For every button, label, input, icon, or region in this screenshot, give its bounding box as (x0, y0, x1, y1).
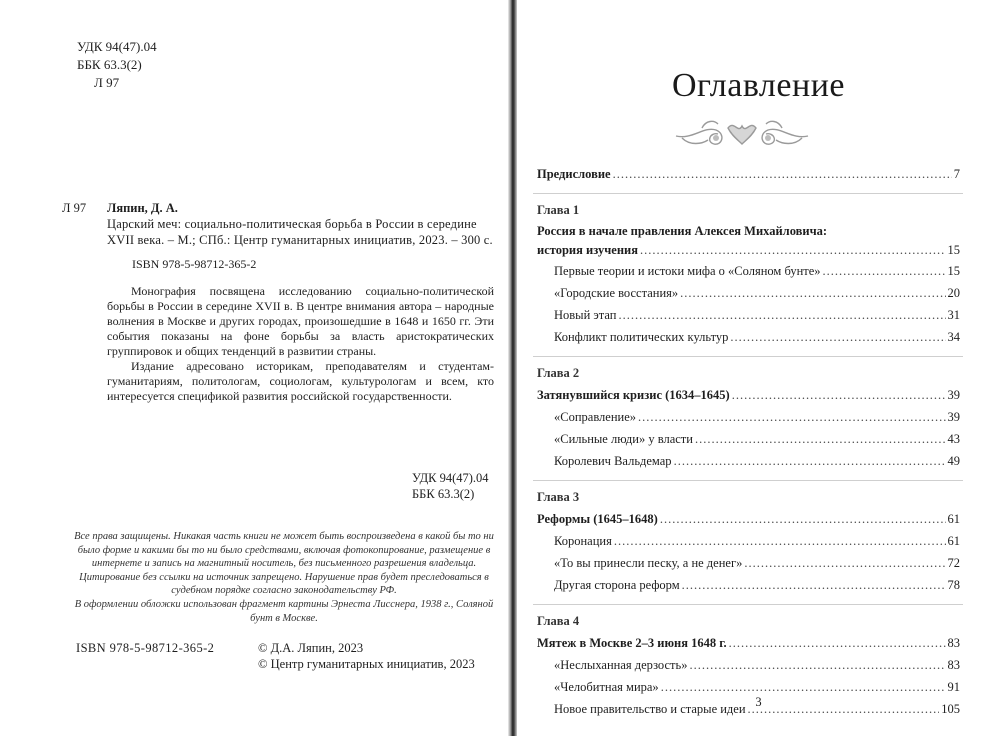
cover-note: В оформлении обложки использован фрагмент картины Эрнеста Лисснера, 1938 г., Соляной бунт в Москве. (74, 599, 494, 624)
toc-entry-page: 39 (947, 410, 960, 424)
leader-dots (613, 163, 952, 185)
toc-entry-section[interactable] (537, 304, 960, 326)
toc-entry-chapter-4[interactable] (537, 632, 960, 654)
table-of-contents (537, 163, 960, 720)
author-name: Ляпин, Д. А. (107, 201, 178, 215)
toc-entry-section[interactable] (537, 406, 960, 428)
toc-entry-section[interactable] (537, 450, 960, 472)
toc-entry-preface[interactable] (537, 163, 960, 185)
toc-entry-page: 78 (947, 578, 960, 592)
toc-entry-section[interactable] (537, 260, 960, 282)
bib-author-sign: Л 97 (62, 201, 87, 215)
leader-dots (823, 260, 946, 282)
toc-entry-page: 91 (947, 680, 960, 694)
toc-entry-title: Первые теории и истоки мифа о «Соляном бунте» (554, 264, 821, 278)
chapter-label: Глава 2 (537, 366, 580, 380)
toc-entry-page: 72 (947, 556, 960, 570)
copyright-block (258, 640, 475, 672)
toc-entry-page: 61 (947, 534, 960, 548)
toc-entry-section[interactable] (537, 428, 960, 450)
leader-dots (744, 552, 945, 574)
classification-codes (77, 38, 157, 92)
bibliographic-block (62, 200, 494, 404)
toc-entry-title: Другая сторона реформ (554, 578, 680, 592)
toc-entry-page: 61 (947, 512, 960, 526)
toc-entry-title: «Сильные люди» у власти (554, 432, 693, 446)
toc-entry-section[interactable] (537, 552, 960, 574)
toc-entry-title: «То вы принесли песку, а не денег» (554, 556, 743, 570)
abstract-paragraph-1: Монография посвящена исследованию социально-политической борьбы в России в середине XVII в. В центре внимания автора – народные волнения в Москве и других городах, произошедшие в 1648 и 1650 гг. Эти события показаны на фоне борьбы за власть аристократических группировок и общих тенденций в развитии страны. (107, 284, 494, 358)
toc-entry-page: 15 (947, 264, 960, 278)
rights-text-2: Цитирование без ссылки на источник запрещено. Нарушение прав будет преследоваться в судебном порядке согласно законодательству РФ. (79, 571, 489, 596)
ornament-icon (672, 114, 812, 154)
toc-entry-page: 7 (953, 167, 960, 181)
classification-codes-bottom (412, 470, 489, 502)
leader-dots (695, 428, 946, 450)
udk-code: УДК 94(47).04 (77, 39, 157, 54)
author-sign: Л 97 (94, 75, 120, 90)
contents-title: Оглавление (672, 67, 845, 104)
isbn-top: ISBN 978-5-98712-365-2 (132, 257, 257, 271)
leader-dots (729, 632, 946, 654)
toc-entry-page: 34 (947, 330, 960, 344)
toc-entry-section[interactable] (537, 654, 960, 676)
toc-entry-title: «Челобитная мира» (554, 680, 659, 694)
chapter-divider (533, 356, 963, 357)
copyright-publisher: © Центр гуманитарных инициатив, 2023 (258, 657, 475, 671)
chapter-label: Глава 3 (537, 490, 580, 504)
chapter-divider (533, 604, 963, 605)
toc-entry-page: 43 (947, 432, 960, 446)
leader-dots (730, 326, 945, 348)
leader-dots (674, 450, 946, 472)
toc-entry-page: 83 (947, 658, 960, 672)
toc-entry-title: Мятеж в Москве 2–3 июня 1648 г. (537, 636, 727, 650)
leader-dots (680, 282, 945, 304)
toc-entry-title: Реформы (1645–1648) (537, 512, 658, 526)
toc-entry-section[interactable] (537, 282, 960, 304)
toc-entry-section[interactable] (537, 574, 960, 596)
bibliographic-record (107, 200, 494, 248)
toc-entry-title: Предисловие (537, 167, 611, 181)
bbk-code: ББК 63.3(2) (77, 57, 142, 72)
leader-dots (614, 530, 946, 552)
toc-entry-title: Новое правительство и старые идеи (554, 702, 746, 716)
udk-code-bottom: УДК 94(47).04 (412, 471, 489, 485)
chapter-label: Глава 1 (537, 203, 580, 217)
toc-entry-section[interactable] (537, 326, 960, 348)
chapter-label: Глава 4 (537, 614, 580, 628)
rights-notice (68, 530, 500, 598)
toc-entry-page: 49 (947, 454, 960, 468)
toc-entry-chapter-1[interactable] (537, 241, 960, 260)
toc-entry-title: «Неслыханная дерзость» (554, 658, 688, 672)
bbk-code-bottom: ББК 63.3(2) (412, 487, 475, 501)
toc-entry-title: Затянувшийся кризис (1634–1645) (537, 388, 730, 402)
chapter-divider (533, 193, 963, 194)
chapter-divider (533, 480, 963, 481)
toc-entry-title: Новый этап (554, 308, 617, 322)
toc-entry-page: 20 (947, 286, 960, 300)
toc-entry-chapter-3[interactable] (537, 508, 960, 530)
toc-entry-title: «Городские восстания» (554, 286, 679, 300)
toc-entry-title: история изучения (537, 243, 638, 257)
toc-entry-page: 31 (947, 308, 960, 322)
toc-entry-section[interactable] (537, 530, 960, 552)
leader-dots (689, 654, 945, 676)
chapter-title-line[interactable]: Россия в начале правления Алексея Михайловича: (537, 224, 828, 238)
leader-dots (618, 304, 945, 326)
leader-dots (682, 574, 946, 596)
toc-entry-page: 105 (941, 702, 960, 716)
leader-dots (732, 384, 946, 406)
rights-text-1: Все права защищены. Никакая часть книги не может быть воспроизведена в какой бы то ни было форме и какими бы то ни было средствами, включая фотокопирование, размещение в интернете и запись на магнитный носитель, без письменного разрешения владельца. (74, 531, 494, 569)
abstract-paragraph-2: Издание адресовано историкам, преподавателям и студентам-гуманитариям, политологам, социологам, культурологам и всем, кто интересуется спецификой развития российской государственности. (107, 359, 494, 403)
toc-entry-chapter-2[interactable] (537, 384, 960, 406)
leader-dots (660, 508, 946, 530)
toc-entry-page: 39 (947, 388, 960, 402)
isbn-bottom: ISBN 978-5-98712-365-2 (76, 641, 215, 655)
leader-dots (638, 406, 945, 428)
copyright-author: © Д.А. Ляпин, 2023 (258, 641, 364, 655)
toc-entry-title: Коронация (554, 534, 612, 548)
toc-entry-title: Королевич Вальдемар (554, 454, 672, 468)
book-description: Царский меч: социально-политическая борьба в России в середине XVII века. – М.; СПб.: Центр гуманитарных инициатив, 2023. – 300 с. (107, 217, 493, 247)
abstract (107, 284, 494, 404)
bibliographic-row (62, 200, 494, 248)
toc-entry-page: 15 (947, 243, 960, 257)
toc-entry-page: 83 (947, 636, 960, 650)
page-number: 3 (755, 695, 762, 709)
toc-entry-title: Конфликт политических культур (554, 330, 729, 344)
leader-dots (640, 241, 946, 260)
toc-entry-title: «Соправление» (554, 410, 637, 424)
